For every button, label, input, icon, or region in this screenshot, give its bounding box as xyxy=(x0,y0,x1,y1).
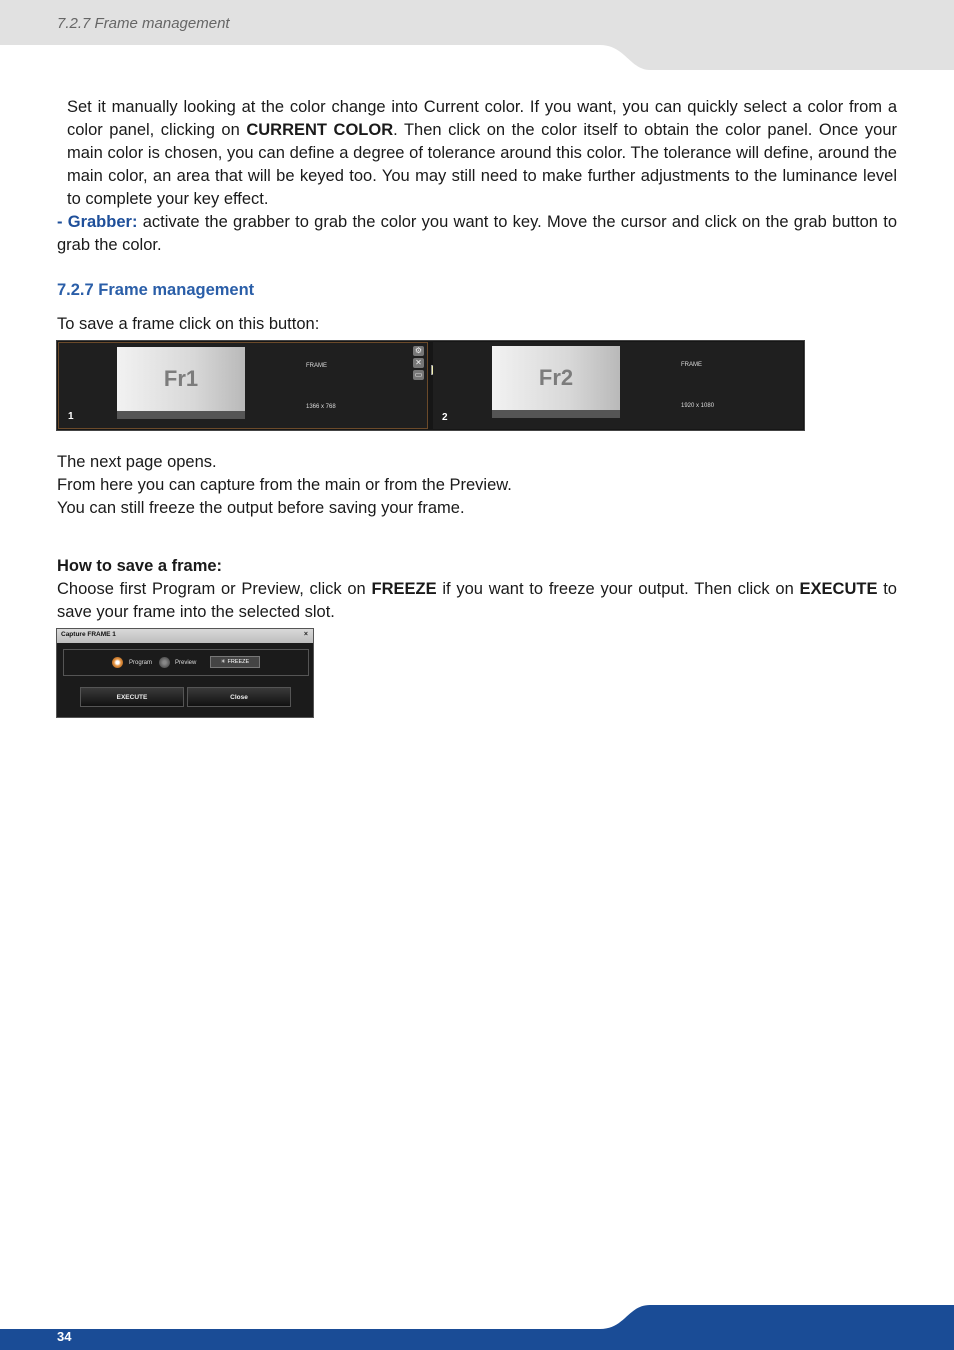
frame-slot-1[interactable] xyxy=(58,342,428,429)
grabber-item: - Grabber: activate the grabber to grab the color you want to key. Move the cursor and click on the grab button to grab the color. xyxy=(57,213,897,254)
frame-label: FRAME xyxy=(681,362,702,368)
grabber-term: - Grabber: xyxy=(57,213,138,231)
frame-slot-2[interactable] xyxy=(433,342,803,429)
freeze-button[interactable]: ✳ FREEZE xyxy=(210,656,260,668)
snowflake-icon: ✳ xyxy=(220,659,226,665)
execute-button[interactable]: EXECUTE xyxy=(80,687,184,707)
frame-label: FRAME xyxy=(306,363,327,369)
slot-number: 1 xyxy=(68,411,74,422)
clear-icon[interactable]: ✕ xyxy=(413,358,424,368)
dialog-title: Capture FRAME 1 xyxy=(61,631,116,638)
save-intro: To save a frame click on this button: xyxy=(57,315,320,333)
capture-frame-icon[interactable]: ▭ xyxy=(414,370,423,379)
frame-strip-screenshot xyxy=(56,340,805,431)
program-radio[interactable] xyxy=(112,657,123,668)
running-head: 7.2.7 Frame management xyxy=(57,15,230,32)
frame-thumbnail: Fr1 xyxy=(117,347,245,411)
frame-thumbnail: Fr2 xyxy=(492,346,620,410)
next-page-text: The next page opens. From here you can capture from the main or from the Preview. You can still freeze the output before saving your frame. xyxy=(57,453,512,517)
current-color-term: CURRENT COLOR xyxy=(246,121,394,139)
gear-icon[interactable]: ⚙ xyxy=(414,346,423,355)
slot-toolbar xyxy=(413,346,425,382)
how-to-text: Choose first Program or Preview, click on FREEZE if you want to freeze your output. Then click on EXECUTE to save your frame into the selected slot. xyxy=(57,580,897,621)
slot-number: 2 xyxy=(442,412,448,423)
intro-paragraph: Set it manually looking at the color change into Current color. If you want, you can quickly select a color from a color panel, clicking on CURRENT COLOR. Then click on the color itself to obtain the color panel. Once your main color is chosen, you can define a degree of tolerance around this color. The tolerance will define, around the main color, an area that will be keyed too. You may still need to make further adjustments to the luminance level to complete your key effect. xyxy=(67,98,897,208)
section-title: 7.2.7 Frame management xyxy=(57,281,255,299)
close-icon[interactable]: × xyxy=(303,631,308,638)
preview-radio[interactable] xyxy=(159,657,170,668)
footer-band xyxy=(0,1300,954,1350)
program-label: Program xyxy=(129,660,153,666)
dialog-title-bar xyxy=(57,629,313,643)
header-band xyxy=(0,0,954,70)
capture-dialog-screenshot xyxy=(56,628,314,718)
preview-label: Preview xyxy=(175,660,197,666)
frame-resolution: 1920 x 1080 xyxy=(681,403,715,409)
page-number: 34 xyxy=(57,1329,72,1344)
how-to-title: How to save a frame: xyxy=(57,557,223,575)
close-button[interactable]: Close xyxy=(187,687,291,707)
frame-resolution: 1366 x 768 xyxy=(306,404,336,410)
source-row xyxy=(63,649,309,676)
